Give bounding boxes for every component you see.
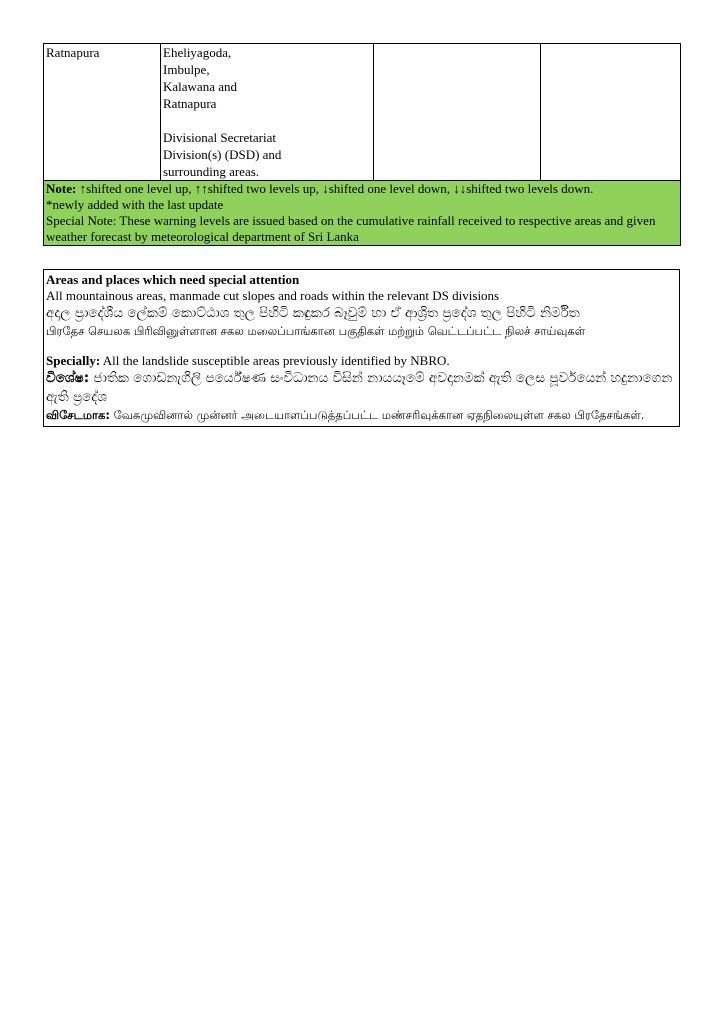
specially-english xyxy=(46,353,677,369)
special-note: Special Note: These warning levels are issued based on the cumulative rainfall received to respective areas and given weather forecast by meteorological department of Sri Lanka xyxy=(46,213,656,244)
specially-tamil-text: வேசுமுவினால் முன்னர் அடையாளப்படுத்தப்பட்ட மண்சரிவுக்கான ஏதநிலையுள்ள சகல பிரதேசங்கள். xyxy=(110,408,645,422)
specially-tamil xyxy=(46,407,677,423)
dsd-line: Division(s) (DSD) and xyxy=(163,147,282,162)
note-cell xyxy=(44,181,681,246)
attention-tamil: பிரதேச செயலக பிரிவினுள்ளான சகல மலைப்பாங்கான பகுதிகள் மற்றும் வெட்டப்பட்ட நிலச் சாய்வுகள் xyxy=(46,324,586,338)
note-row xyxy=(44,181,681,246)
specially-text: All the landslide susceptible areas previously identified by NBRO. xyxy=(100,353,450,368)
district-name: Ratnapura xyxy=(46,45,100,60)
specially-sinhala-text: ජාතික ගොඩනැගිලි පර්යේෂණ සංවිධානය විසින් නායයෑමේ අවදානමක් ඇති ලෙස පූර්වයෙන් හදුනාගෙන ඇති ප්‍රදේශ xyxy=(46,370,673,405)
specially-sinhala-label: විශේෂ: xyxy=(46,370,90,386)
specially-sinhala xyxy=(46,369,677,407)
areas-cell xyxy=(161,44,374,181)
specially-tamil-label: விசேடமாக: xyxy=(46,408,110,422)
attention-heading: Areas and places which need special attention xyxy=(46,272,300,287)
special-attention-box xyxy=(43,269,680,427)
warning-level-cell xyxy=(541,44,681,181)
dsd-line: Divisional Secretariat xyxy=(163,130,276,145)
specially-label: Specially: xyxy=(46,353,101,368)
newly-added-note: *newly added with the last update xyxy=(46,197,224,212)
attention-english: All mountainous areas, manmade cut slopes and roads within the relevant DS divisions xyxy=(46,288,500,303)
area-line: Eheliyagoda, xyxy=(163,45,232,60)
note-text: ↑shifted one level up, ↑↑shifted two levels up, ↓shifted one level down, ↓↓shifted two levels down. xyxy=(76,181,594,196)
district-cell xyxy=(44,44,161,181)
area-line: Ratnapura xyxy=(163,96,217,111)
area-line: Kalawana and xyxy=(163,79,237,94)
table-row xyxy=(44,44,681,181)
landslide-warning-table xyxy=(43,43,681,246)
note-label: Note: xyxy=(46,181,77,196)
area-line: Imbulpe, xyxy=(163,62,210,77)
dsd-line: surrounding areas. xyxy=(163,164,260,179)
warning-level-cell xyxy=(374,44,541,181)
attention-sinhala: අදාල ප්‍රාදේශීය ලේකම් කොට්ඨාශ තුල පිහිටි කඳුකර බෑවුම් හා ඒ ආශ්‍රිත ප්‍රදේශ තුල පිහිටි නිර්මිත xyxy=(46,305,580,321)
